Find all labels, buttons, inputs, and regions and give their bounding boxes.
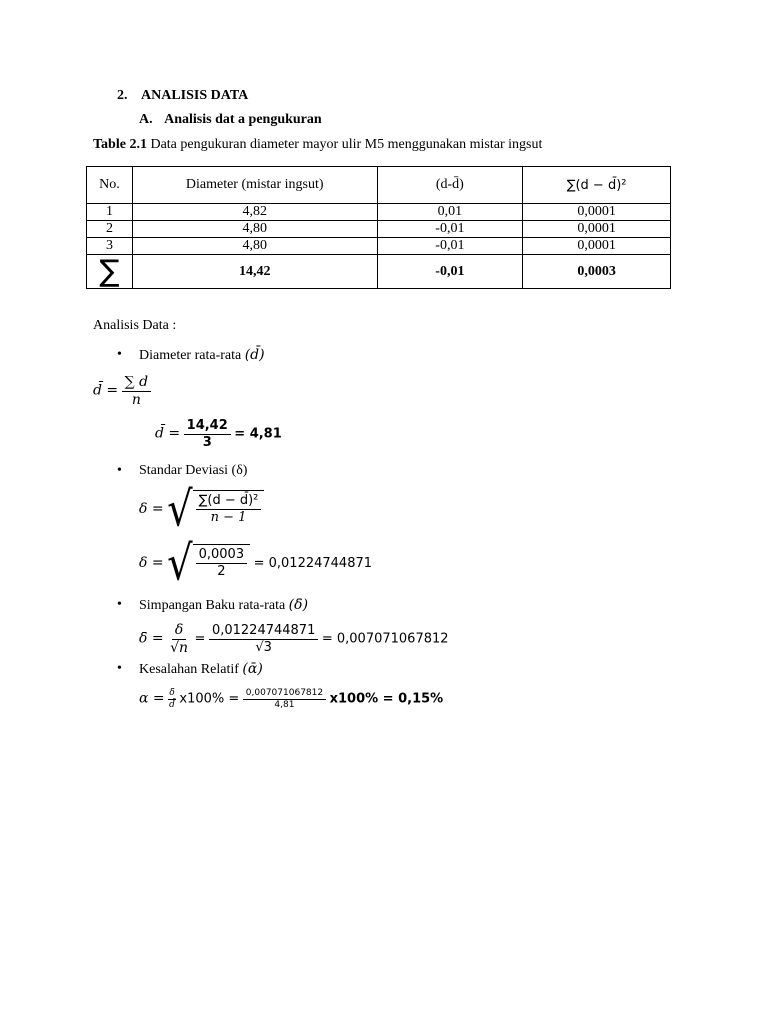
formula-lhs: α =: [139, 690, 165, 707]
sum-diameter: 14,42: [132, 255, 377, 289]
denominator: √n: [170, 639, 189, 656]
sqrt: [167, 482, 264, 538]
table-header-row: [87, 167, 671, 204]
table-caption: [93, 137, 542, 154]
subsection-letter: A.: [139, 112, 153, 127]
fraction: [184, 418, 231, 450]
item-symbol: (δ̄): [288, 597, 309, 613]
cell-square: 0,0001: [523, 238, 671, 255]
denominator: 3: [202, 434, 212, 450]
cell-square: 0,0001: [523, 204, 671, 221]
section-heading: [117, 88, 248, 105]
cell-diameter: 4,80: [132, 221, 377, 238]
header-deviation: (d-d̄): [377, 167, 523, 204]
subsection-heading: [139, 112, 322, 129]
formula-result: = 0,007071067812: [321, 631, 449, 647]
cell-diameter: 4,80: [132, 238, 377, 255]
table-row: [87, 238, 671, 255]
formula-lhs: δ =: [139, 501, 164, 518]
sum-square: 0,0003: [523, 255, 671, 289]
equals-sign: =: [194, 631, 206, 647]
header-sum-squares: ∑(d − d̄)²: [523, 167, 671, 204]
formula-lhs: d̄ =: [93, 382, 119, 399]
numerator: ∑ d: [122, 374, 151, 392]
cell-no: 2: [87, 221, 133, 238]
item-symbol: (ᾱ): [242, 661, 263, 677]
numerator: δ: [172, 622, 186, 640]
table-caption-label: Table 2.1: [93, 137, 147, 152]
formula-std-general: [139, 482, 264, 538]
header-diameter: Diameter (mistar ingsut): [132, 167, 377, 204]
item-symbol: (δ): [231, 463, 248, 478]
numerator: 14,42: [184, 418, 231, 435]
bullet-icon: •: [117, 463, 122, 478]
measurement-table: [86, 166, 671, 289]
fraction: [196, 547, 248, 579]
denominator: n: [131, 391, 141, 408]
cell-square: 0,0001: [523, 221, 671, 238]
sqrt-icon: √: [167, 482, 193, 538]
bullet-icon: •: [117, 597, 122, 612]
denominator: n − 1: [210, 509, 247, 525]
item-symbol: (d̄): [244, 347, 265, 363]
formula-result: x100% = 0,15%: [329, 691, 444, 707]
formula-std-calc: [139, 536, 373, 592]
formula-mid: x100% =: [179, 691, 240, 707]
denominator: 2: [217, 563, 226, 579]
formula-lhs: δ =: [139, 555, 164, 572]
fraction: [243, 688, 326, 711]
analysis-heading: Analisis Data :: [93, 318, 177, 333]
bullet-icon: •: [117, 661, 122, 676]
numerator: δ̄: [169, 688, 175, 698]
formula-result: = 0,01224744871: [253, 556, 373, 572]
section-title: ANALISIS DATA: [141, 88, 249, 103]
table-row: [87, 221, 671, 238]
cell-no: 3: [87, 238, 133, 255]
cell-deviation: -0,01: [377, 221, 523, 238]
numerator: 0,007071067812: [243, 688, 326, 700]
section-number: 2.: [117, 88, 128, 103]
sum-symbol: ∑: [87, 255, 133, 289]
item-mean-diameter: [139, 347, 265, 365]
fraction: [209, 623, 318, 655]
formula-lhs: d̄ =: [155, 425, 181, 442]
bullet-icon: •: [117, 347, 122, 362]
numerator: 0,01224744871: [209, 623, 318, 640]
formula-result: = 4,81: [234, 426, 282, 442]
formula-relative-error: [139, 688, 443, 711]
denominator: d̄: [169, 699, 175, 710]
formula-mean-general: [93, 374, 151, 409]
cell-deviation: 0,01: [377, 204, 523, 221]
item-relative-error: [139, 661, 263, 679]
formula-mean-calc: [155, 418, 282, 450]
denominator: 4,81: [274, 699, 295, 710]
item-std-deviation: [139, 463, 247, 480]
item-label: Diameter rata-rata: [139, 348, 242, 363]
item-label: Simpangan Baku rata-rata: [139, 598, 286, 613]
fraction: [196, 493, 262, 525]
formula-sem: [139, 622, 449, 657]
table-sum-row: [87, 255, 671, 289]
fraction: [168, 688, 176, 711]
table-caption-text: Data pengukuran diameter mayor ulir M5 menggunakan mistar ingsut: [146, 137, 543, 152]
item-sem: [139, 597, 308, 615]
cell-no: 1: [87, 204, 133, 221]
cell-deviation: -0,01: [377, 238, 523, 255]
table-row: [87, 204, 671, 221]
sqrt-icon: √: [167, 536, 193, 592]
item-label: Standar Deviasi: [139, 463, 229, 478]
numerator: ∑(d − d̄)²: [196, 493, 262, 510]
subsection-title: Analisis dat a pengukuran: [164, 112, 322, 127]
fraction: [167, 622, 191, 657]
numerator: 0,0003: [196, 547, 248, 564]
item-label: Kesalahan Relatif: [139, 662, 239, 677]
sqrt: [167, 536, 250, 592]
formula-lhs: δ̄ =: [139, 630, 164, 647]
cell-diameter: 4,82: [132, 204, 377, 221]
fraction: [122, 374, 151, 409]
sum-deviation: -0,01: [377, 255, 523, 289]
denominator: √3: [255, 639, 272, 655]
header-no: No.: [87, 167, 133, 204]
